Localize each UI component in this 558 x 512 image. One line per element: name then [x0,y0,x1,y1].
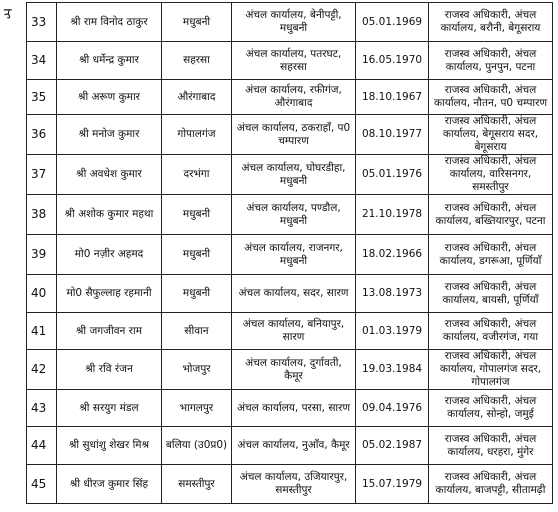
date-of-birth-cell: 05.01.1969 [356,3,429,42]
posting-office-cell: राजस्व अधिकारी, अंचल कार्यालय, बायसी, पूर्णियाँ [429,275,553,313]
corner-mark: ᢋ [3,2,13,20]
posting-office-cell: राजस्व अधिकारी, अंचल कार्यालय, नौतन, प0 चम्पारण [429,80,553,115]
serial-number-cell: 44 [27,427,57,465]
posting-office-cell: राजस्व अधिकारी, अंचल कार्यालय, बेगूसराय सदर, बेगूसराय [429,115,553,155]
posting-office-cell: राजस्व अधिकारी, अंचल कार्यालय, डगरूआ, पूर्णियाँ [429,235,553,275]
home-district-cell: सहरसा [162,42,232,80]
home-district-cell: मधुबनी [162,235,232,275]
current-office-cell: अंचल कार्यालय, राजनगर, मधुबनी [232,235,356,275]
current-office-cell: अंचल कार्यालय, सदर, सारण [232,275,356,313]
current-office-cell: अंचल कार्यालय, ठकराहाँ, प0 चम्पारण [232,115,356,155]
table-row [27,80,553,115]
posting-office-cell: राजस्व अधिकारी, अंचल कार्यालय, वारिसनगर, समस्तीपुर [429,155,553,195]
date-of-birth-cell: 16.05.1970 [356,42,429,80]
date-of-birth-cell: 21.10.1978 [356,195,429,235]
home-district-cell: समस्तीपुर [162,465,232,504]
officer-name-cell: श्री अशोक कुमार महथा [57,195,162,235]
officer-name-cell: श्री सुधांशु शेखर मिश्र [57,427,162,465]
table-row [27,3,553,42]
posting-office-cell: राजस्व अधिकारी, अंचल कार्यालय, गोपालगंज सदर, गोपालगंज [429,350,553,390]
current-office-cell: अंचल कार्यालय, नुआँव, कैमूर [232,427,356,465]
serial-number-cell: 39 [27,235,57,275]
date-of-birth-cell: 08.10.1977 [356,115,429,155]
officer-name-cell: श्री जगजीवन राम [57,313,162,350]
date-of-birth-cell: 18.10.1967 [356,80,429,115]
officer-transfer-table [26,2,553,504]
serial-number-cell: 43 [27,390,57,427]
officer-name-cell: श्री रवि रंजन [57,350,162,390]
table-body [27,3,553,504]
posting-office-cell: राजस्व अधिकारी, अंचल कार्यालय, वजीरगंज, गया [429,313,553,350]
home-district-cell: मधुबनी [162,195,232,235]
table-row [27,275,553,313]
posting-office-cell: राजस्व अधिकारी, अंचल कार्यालय, बरौनी, बेगूसराय [429,3,553,42]
home-district-cell: औरंगाबाद [162,80,232,115]
table-row [27,390,553,427]
officer-name-cell: श्री अवधेश कुमार [57,155,162,195]
table-row [27,350,553,390]
current-office-cell: अंचल कार्यालय, बनियापुर, सारण [232,313,356,350]
date-of-birth-cell: 05.02.1987 [356,427,429,465]
home-district-cell: दरभंगा [162,155,232,195]
officer-name-cell: श्री धीरज कुमार सिंह [57,465,162,504]
table-row [27,313,553,350]
serial-number-cell: 45 [27,465,57,504]
home-district-cell: भागलपुर [162,390,232,427]
table-row [27,115,553,155]
table-row [27,465,553,504]
home-district-cell: भोजपुर [162,350,232,390]
current-office-cell: अंचल कार्यालय, पण्डौल, मधुबनी [232,195,356,235]
serial-number-cell: 36 [27,115,57,155]
date-of-birth-cell: 15.07.1979 [356,465,429,504]
posting-office-cell: राजस्व अधिकारी, अंचल कार्यालय, सोन्हो, जमुई [429,390,553,427]
officer-name-cell: श्री सरयुग मंडल [57,390,162,427]
date-of-birth-cell: 01.03.1979 [356,313,429,350]
current-office-cell: अंचल कार्यालय, दुर्गावती, कैमूर [232,350,356,390]
officer-name-cell: श्री अरूण कुमार [57,80,162,115]
officer-name-cell: श्री राम विनोद ठाकुर [57,3,162,42]
serial-number-cell: 35 [27,80,57,115]
table-row [27,195,553,235]
date-of-birth-cell: 18.02.1966 [356,235,429,275]
current-office-cell: अंचल कार्यालय, पतरघट, सहरसा [232,42,356,80]
home-district-cell: सीवान [162,313,232,350]
officer-name-cell: श्री मनोज कुमार [57,115,162,155]
serial-number-cell: 40 [27,275,57,313]
officer-name-cell: श्री धर्मेन्द्र कुमार [57,42,162,80]
current-office-cell: अंचल कार्यालय, परसा, सारण [232,390,356,427]
table-row [27,155,553,195]
officer-name-cell: मो0 नज़ीर अहमद [57,235,162,275]
posting-office-cell: राजस्व अधिकारी, अंचल कार्यालय, बख्तियारपुर, पटना [429,195,553,235]
serial-number-cell: 41 [27,313,57,350]
date-of-birth-cell: 13.08.1973 [356,275,429,313]
posting-office-cell: राजस्व अधिकारी, अंचल कार्यालय, पुनपुन, पटना [429,42,553,80]
current-office-cell: अंचल कार्यालय, घोघरडीहा, मधुबनी [232,155,356,195]
serial-number-cell: 37 [27,155,57,195]
current-office-cell: अंचल कार्यालय, रफीगंज, औरंगाबाद [232,80,356,115]
date-of-birth-cell: 09.04.1976 [356,390,429,427]
posting-office-cell: राजस्व अधिकारी, अंचल कार्यालय, बाजपट्टी, सीतामढ़ी [429,465,553,504]
home-district-cell: मधुबनी [162,275,232,313]
table-row [27,427,553,465]
date-of-birth-cell: 05.01.1976 [356,155,429,195]
officer-name-cell: मो0 सैफुल्लाह रहमानी [57,275,162,313]
date-of-birth-cell: 19.03.1984 [356,350,429,390]
table-row [27,42,553,80]
posting-office-cell: राजस्व अधिकारी, अंचल कार्यालय, धरहरा, मुंगेर [429,427,553,465]
home-district-cell: बलिया (उ0प्र0) [162,427,232,465]
current-office-cell: अंचल कार्यालय, बेनीपट्टी, मधुबनी [232,3,356,42]
table-row [27,235,553,275]
serial-number-cell: 33 [27,3,57,42]
home-district-cell: मधुबनी [162,3,232,42]
serial-number-cell: 38 [27,195,57,235]
serial-number-cell: 42 [27,350,57,390]
home-district-cell: गोपालगंज [162,115,232,155]
serial-number-cell: 34 [27,42,57,80]
current-office-cell: अंचल कार्यालय, उजियारपुर, समस्तीपुर [232,465,356,504]
